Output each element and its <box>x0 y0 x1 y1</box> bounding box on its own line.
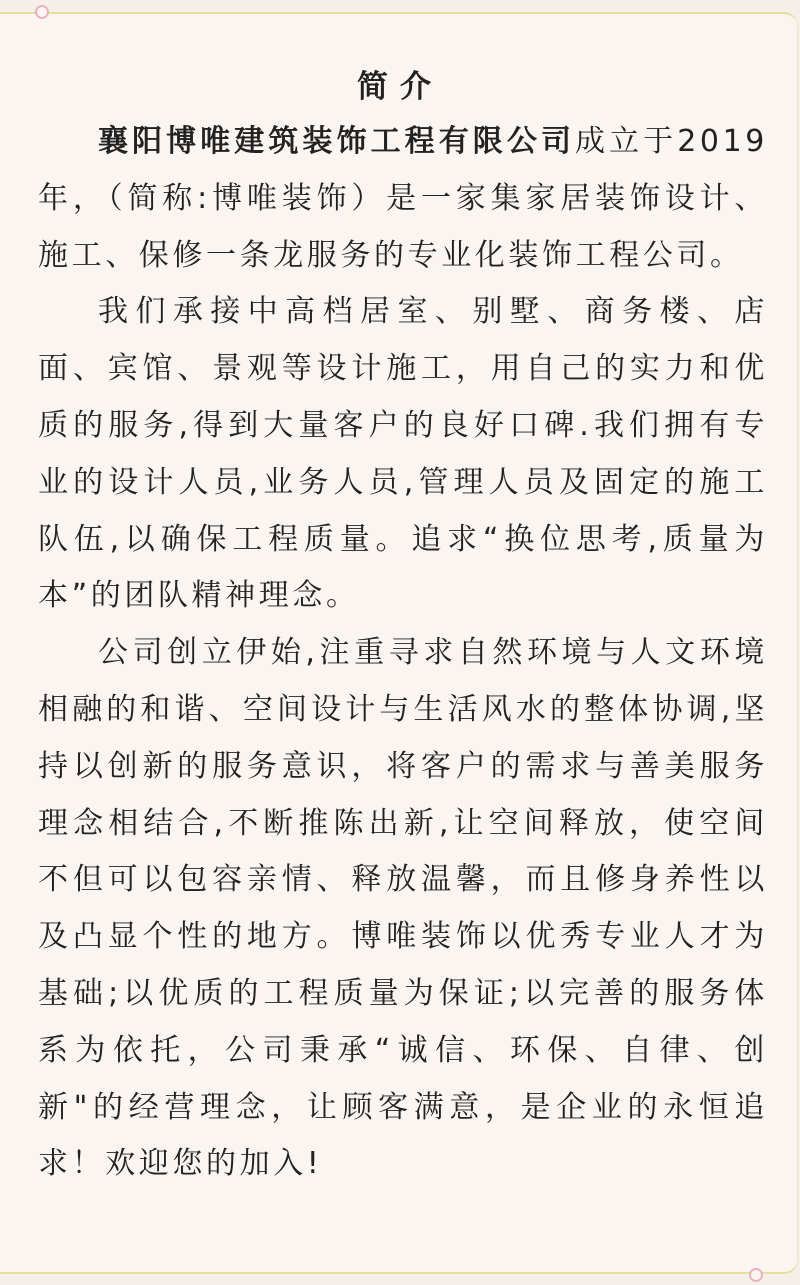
company-name: 襄阳博唯建筑装饰工程有限公司 <box>98 124 576 159</box>
decorative-circle-bottom <box>749 1268 763 1282</box>
paragraph-text: 公司创立伊始,注重寻求自然环境与人文环境相融的和谐、空间设计与生活风水的整体协调,坚持以创新的服务意识，将客户的需求与善美服务理念相结合,不断推陈出新,让空间释放，使空间不但可以包容亲情、释放温馨，而且修身养性以及凸显个性的地方。博唯装饰以优秀专业人才为基础;以优质的工程质量为保证;以完善的服务体系为依托，公司秉承“诚信、环保、自律、创新"的经营理念，让顾客满意，是企业的永恒追求！欢迎您的加入! <box>38 635 768 1182</box>
paragraph-company-intro <box>38 114 768 284</box>
paragraph-text: 我们承接中高档居室、别墅、商务楼、店面、宾馆、景观等设计施工，用自己的实力和优质的服务,得到大量客户的良好口碑.我们拥有专业的设计人员,业务人员,管理人员及固定的施工队伍,以确保工程质量。追求“换位思考,质量为本”的团队精神理念。 <box>38 294 768 614</box>
decorative-circle-top <box>35 5 49 19</box>
intro-body <box>38 114 768 1193</box>
page-title: 简介 <box>357 69 443 105</box>
paragraph-services <box>38 284 768 625</box>
paragraph-text: 成立于2019年，（简称:博唯装饰）是一家集家居装饰设计、施工、保修一条龙服务的专业化装饰工程公司。 <box>38 124 768 273</box>
paragraph-philosophy <box>38 625 768 1193</box>
